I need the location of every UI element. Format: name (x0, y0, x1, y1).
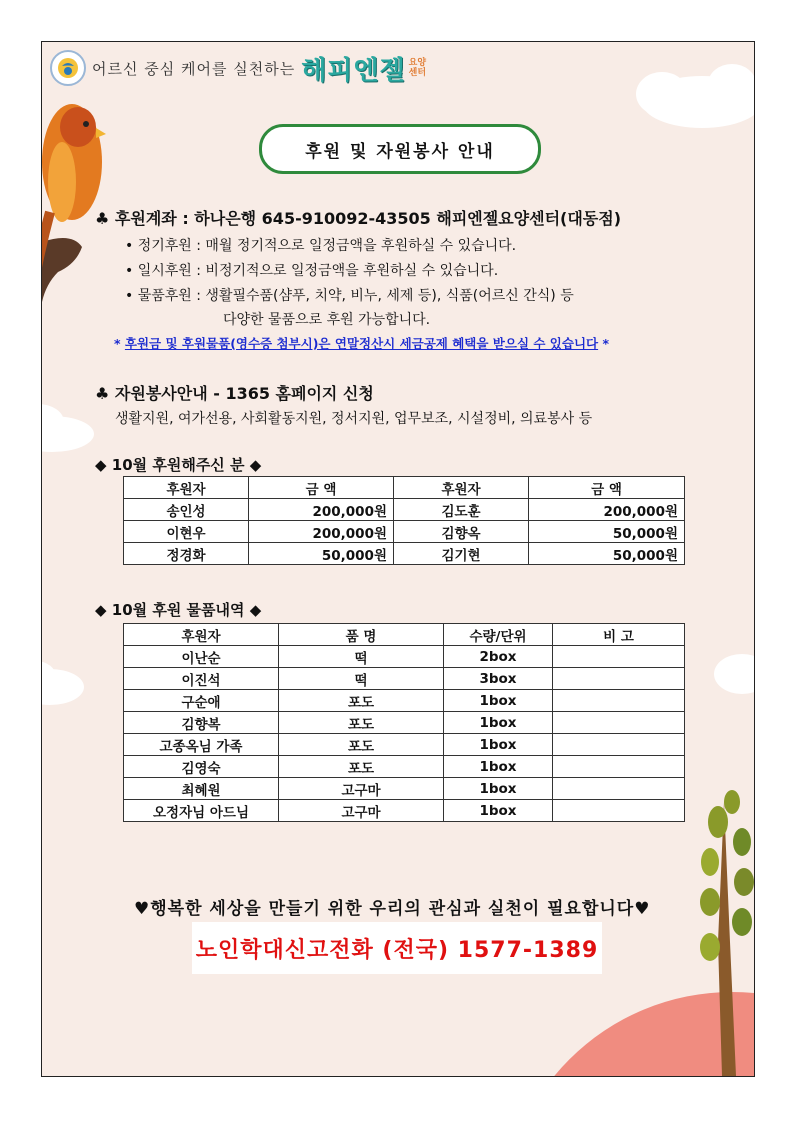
goods-quantity: 1box (444, 712, 553, 734)
brand-sub-line1: 요양 (408, 58, 427, 68)
header (50, 50, 426, 86)
goods-item: 떡 (279, 646, 444, 668)
donation-item-goods: • 물품후원 : 생활필수품(샴푸, 치약, 비누, 세제 등), 식품(어르신 간식) 등 (125, 288, 574, 304)
goods-item: 포도 (279, 712, 444, 734)
brand-sub-line2: 센터 (408, 68, 427, 78)
goods-donor: 김영숙 (124, 756, 279, 778)
slogan: ♥행복한 세상을 만들기 위한 우리의 관심과 실천이 필요합니다♥ (134, 899, 651, 919)
cloud-lower-left (42, 661, 84, 705)
table-header-cell: 품 명 (279, 624, 444, 646)
donor-amount: 50,000원 (529, 521, 685, 543)
volunteer-heading-text: 자원봉사안내 - 1365 홈페이지 신청 (114, 384, 374, 403)
donor-name: 김도훈 (394, 499, 529, 521)
organization-seal-icon (50, 50, 86, 86)
donation-heading (95, 206, 621, 229)
donor-amount: 200,000원 (529, 499, 685, 521)
table-row (124, 499, 685, 521)
donor-name: 김기현 (394, 543, 529, 565)
donors-heading: ◆ 10월 후원해주신 분 ◆ (95, 456, 262, 474)
tax-note-text: 후원금 및 후원물품(영수증 첨부시)은 연말정산시 세금공제 혜택을 받으실 수 있습니다 (124, 336, 599, 351)
elder-abuse-hotline: 노인학대신고전화 (전국) 1577-1389 (192, 922, 602, 974)
header-tagline: 어르신 중심 케어를 실천하는 (92, 59, 296, 78)
table-header-cell: 후원자 (124, 477, 249, 499)
donor-name: 송인성 (124, 499, 249, 521)
goods-donor: 최혜원 (124, 778, 279, 800)
table-header-row (124, 477, 685, 499)
goods-item: 포도 (279, 734, 444, 756)
brand-sub (409, 58, 426, 78)
goods-item: 고구마 (279, 778, 444, 800)
bird-illustration (42, 104, 106, 302)
club-bullet-icon: ♣ (95, 384, 110, 403)
goods-table (123, 623, 685, 822)
donation-item-goods-cont: 다양한 물품으로 후원 가능합니다. (223, 312, 431, 328)
donor-amount: 50,000원 (249, 543, 394, 565)
table-row (124, 521, 685, 543)
table-header-cell: 후원자 (394, 477, 529, 499)
cloud-top-right (636, 64, 754, 128)
table-row (124, 778, 685, 800)
table-row (124, 646, 685, 668)
table-row (124, 690, 685, 712)
goods-quantity: 1box (444, 690, 553, 712)
table-header-cell: 금 액 (529, 477, 685, 499)
table-header-cell: 금 액 (249, 477, 394, 499)
goods-note (553, 646, 685, 668)
goods-donor: 이난순 (124, 646, 279, 668)
tax-note: * 후원금 및 후원물품(영수증 첨부시)은 연말정산시 세금공제 혜택을 받으실 수 있습니다 * (114, 336, 609, 351)
donor-amount: 200,000원 (249, 521, 394, 543)
goods-quantity: 1box (444, 778, 553, 800)
goods-note (553, 690, 685, 712)
goods-note (553, 778, 685, 800)
document-page (41, 41, 755, 1077)
goods-item: 포도 (279, 690, 444, 712)
goods-item: 고구마 (279, 800, 444, 822)
table-row (124, 734, 685, 756)
goods-quantity: 1box (444, 756, 553, 778)
goods-note (553, 756, 685, 778)
volunteer-heading (95, 381, 374, 404)
club-bullet-icon: ♣ (95, 209, 110, 228)
goods-quantity: 2box (444, 646, 553, 668)
volunteer-description: 생활지원, 여가선용, 사회활동지원, 정서지원, 업무보조, 시설정비, 의료봉사 등 (115, 411, 593, 427)
goods-note (553, 734, 685, 756)
goods-donor: 고종옥님 가족 (124, 734, 279, 756)
table-row (124, 712, 685, 734)
goods-note (553, 712, 685, 734)
goods-heading: ◆ 10월 후원 물품내역 ◆ (95, 601, 262, 619)
donor-name: 정경화 (124, 543, 249, 565)
donors-table (123, 476, 685, 565)
table-row (124, 543, 685, 565)
goods-item: 떡 (279, 668, 444, 690)
goods-note (553, 800, 685, 822)
goods-quantity: 1box (444, 800, 553, 822)
goods-donor: 이진석 (124, 668, 279, 690)
cloud-mid-left (42, 404, 94, 452)
donation-item-regular: • 정기후원 : 매월 정기적으로 일정금액을 후원하실 수 있습니다. (125, 238, 517, 254)
goods-donor: 김향복 (124, 712, 279, 734)
sunset-hill (502, 992, 754, 1076)
donation-heading-text: 후원계좌 : 하나은행 645-910092-43505 해피엔젤요양센터(대동점) (114, 209, 622, 228)
goods-item: 포도 (279, 756, 444, 778)
table-header-row (124, 624, 685, 646)
table-row (124, 800, 685, 822)
table-row (124, 668, 685, 690)
cloud-right (714, 654, 754, 694)
goods-quantity: 1box (444, 734, 553, 756)
donor-name: 이현우 (124, 521, 249, 543)
goods-note (553, 668, 685, 690)
page-title: 후원 및 자원봉사 안내 (259, 124, 541, 174)
donor-name: 김향옥 (394, 521, 529, 543)
donor-amount: 50,000원 (529, 543, 685, 565)
donation-item-onetime: • 일시후원 : 비정기적으로 일정금액을 후원하실 수 있습니다. (125, 263, 499, 279)
table-row (124, 756, 685, 778)
table-header-cell: 비 고 (553, 624, 685, 646)
goods-donor: 구순애 (124, 690, 279, 712)
goods-donor: 오정자님 아드님 (124, 800, 279, 822)
donor-amount: 200,000원 (249, 499, 394, 521)
brand-logo-text: 해피엔젤 (301, 55, 406, 86)
table-header-cell: 후원자 (124, 624, 279, 646)
goods-quantity: 3box (444, 668, 553, 690)
table-header-cell: 수량/단위 (444, 624, 553, 646)
